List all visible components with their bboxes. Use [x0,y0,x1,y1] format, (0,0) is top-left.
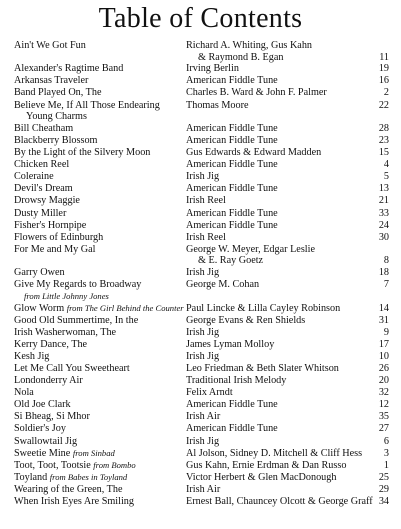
toc-entry [14,436,389,448]
entry-author: James Lyman Molloy [186,338,275,350]
toc-entry [14,100,389,123]
entry-page-number: 9 [383,326,389,338]
entry-title-line [14,195,186,207]
entry-author-cell [186,339,364,351]
toc-entry [14,87,389,99]
entry-title-cell [14,351,186,363]
entry-title: Wearing of the Green, The [14,483,123,495]
entry-title-line [14,220,186,232]
entry-title-line [14,244,186,256]
entry-title-line [14,208,186,220]
entry-author: American Fiddle Tune [186,159,278,171]
entry-page-number: 23 [378,134,389,146]
entry-author: American Fiddle Tune [186,183,278,195]
entry-title-line [14,159,186,171]
entry-title: Alexander's Ragtime Band [14,63,124,75]
entry-title-cell [14,387,186,399]
entry-note: from The Girl Behind the Counter [66,302,184,313]
entry-title-line [14,183,186,195]
entry-title: Arkansas Traveler [14,75,89,87]
entry-page-number: 31 [378,314,389,326]
entry-title-cell [14,423,186,435]
entry-page-number: 14 [378,302,389,314]
entry-title-cell [14,75,186,87]
entry-title-cell [14,436,186,448]
entry-title-line [14,399,186,411]
toc-entry [14,484,389,496]
entry-author-cell [186,159,364,171]
entry-author-cell [186,411,364,423]
toc-entry [14,267,389,279]
entry-title-line [14,315,186,327]
entry-title-line [14,351,186,363]
entry-title-line [14,448,186,460]
entry-author-cell [186,472,364,484]
entry-note: from Babes in Toyland [49,471,128,482]
entry-author: Leo Friedman & Beth Slater Whitson [186,362,339,374]
entry-author-cell [186,40,364,63]
entry-page-number: 32 [378,387,389,399]
entry-page-number: 28 [378,122,389,134]
entry-page-number: 18 [378,267,389,279]
entry-title-cell [14,496,186,508]
entry-title-line [14,387,186,399]
entry-author-cell [186,100,364,112]
entry-page-number: 33 [378,207,389,219]
entry-author-cell [186,315,364,327]
entry-note: from Bombo [93,459,136,470]
entry-title-cell [14,411,186,423]
entry-title: By the Light of the Silvery Moon [14,147,151,159]
entry-title-line [14,100,186,112]
entry-title: Old Joe Clark [14,399,71,411]
toc-entry [14,411,389,423]
entry-author: American Fiddle Tune [186,219,278,231]
entry-title: Bill Cheatham [14,122,74,134]
entry-page-number: 5 [383,171,389,183]
entry-title: Believe Me, If All Those Endearing [14,99,160,111]
entry-title: Swallowtail Jig [14,435,78,447]
toc-entry [14,496,389,508]
entry-author: Irish Air [186,411,221,423]
entry-author: Irish Jig [186,326,220,338]
entry-author-continuation: & E. Ray Goetz [198,255,264,267]
entry-title-line [14,279,186,291]
toc-entry [14,303,389,315]
entry-title-line [14,232,186,244]
entry-title-line [14,147,186,159]
entry-author-cell [186,363,364,375]
entry-page-number: 26 [378,362,389,374]
entry-author: Charles B. Ward & John F. Palmer [186,87,327,99]
entry-title-cell [14,232,186,244]
entry-author-cell [186,303,364,315]
entry-page-number: 12 [378,399,389,411]
entry-page-number: 27 [378,423,389,435]
entry-page-number: 22 [378,99,389,111]
entry-title-cell [14,147,186,159]
entry-author-cell [186,423,364,435]
entry-title: Soldier's Joy [14,423,66,435]
entry-author-cell [186,399,364,411]
entry-author-cell [186,195,364,207]
entry-title-line [14,123,186,135]
entry-title-cell [14,159,186,171]
entry-page-number: 6 [383,435,389,447]
entry-title-cell [14,123,186,135]
entry-title-cell [14,171,186,183]
toc-entry [14,244,389,267]
entry-author: Irving Berlin [186,63,239,75]
entry-title-cell [14,208,186,220]
entry-title-cell [14,472,186,484]
entry-title-cell [14,375,186,387]
toc-entry [14,159,389,171]
entry-author: Gus Kahn, Ernie Erdman & Dan Russo [186,459,347,471]
entry-page-number: 34 [378,496,389,507]
entry-author-cell [186,496,373,508]
entry-page-number: 13 [378,183,389,195]
entry-title-line [14,460,186,472]
entry-page-number: 4 [383,159,389,171]
entry-title-line [14,267,186,279]
entry-page-number: 3 [383,447,389,459]
entry-author: American Fiddle Tune [186,423,278,435]
entry-author-cell [186,448,364,460]
entry-author: Irish Air [186,483,221,495]
entry-page-number: 16 [378,75,389,87]
entry-page-number: 15 [378,147,389,159]
entry-title-cell [14,327,186,339]
entry-title: Nola [14,387,34,399]
entry-title-line [14,135,186,147]
entry-author: Richard A. Whiting, Gus Kahn [186,40,313,51]
entry-title: Fisher's Hornpipe [14,219,87,231]
entry-title-cell [14,195,186,207]
entry-title-cell [14,279,186,302]
entry-author: Al Jolson, Sidney D. Mitchell & Cliff Hess [186,447,363,459]
entry-title: Kerry Dance, The [14,338,88,350]
entry-author-cell [186,436,364,448]
toc-entry [14,327,389,339]
toc-entry [14,351,389,363]
entry-title: Garry Owen [14,267,65,279]
entry-author-cell [186,460,364,472]
entry-title-line [14,411,186,423]
entry-title-cell [14,63,186,75]
entry-title-cell [14,135,186,147]
entry-title: Let Me Call You Sweetheart [14,362,130,374]
entry-title-cell [14,40,186,52]
entry-title: Give My Regards to Broadway [14,279,142,291]
entry-title-line [14,375,186,387]
entry-title-line [14,423,186,435]
entry-author-cell [186,279,364,291]
entry-author: Victor Herbert & Glen MacDonough [186,471,337,483]
entry-title-line [14,303,186,315]
entry-title-cell [14,100,186,123]
entry-page-number: 29 [378,483,389,495]
entry-author-cell [186,183,364,195]
entry-title: Good Old Summertime, In the [14,314,139,326]
entry-author-cell [186,123,364,135]
entry-page-number: 21 [378,195,389,207]
entry-title-cell [14,303,186,315]
entry-title-line [14,171,186,183]
entry-title-cell [14,448,186,460]
toc-entry [14,208,389,220]
entry-title: Sweetie Mine [14,447,71,459]
entry-title-cell [14,363,186,375]
entry-author: George W. Meyer, Edgar Leslie [186,243,315,255]
entry-note: from Sinbad [72,447,115,458]
entry-author: Irish Reel [186,231,226,243]
entry-note: from Little Johnny Jones [24,290,109,301]
toc-list [14,40,389,508]
entry-title: Kesh Jig [14,350,50,362]
entry-author: American Fiddle Tune [186,122,278,134]
entry-title-cell [14,220,186,232]
entry-author: Traditional Irish Melody [186,375,287,387]
entry-author: American Fiddle Tune [186,207,278,219]
entry-title-cell [14,87,186,99]
toc-entry [14,183,389,195]
entry-title: Toyland [14,471,48,483]
entry-author: American Fiddle Tune [186,75,278,87]
entry-author-cell [186,147,364,159]
toc-entry [14,472,389,484]
toc-entry [14,220,389,232]
toc-entry [14,171,389,183]
entry-title-line [14,87,186,99]
entry-title-cell [14,183,186,195]
toc-entry [14,399,389,411]
entry-title: For Me and My Gal [14,243,96,255]
entry-author-cell [186,267,364,279]
entry-author: American Fiddle Tune [186,399,278,411]
entry-page-number: 30 [378,231,389,243]
entry-author-cell [186,220,364,232]
entry-title: Coleraine [14,171,54,183]
entry-author: Gus Edwards & Edward Madden [186,147,322,159]
toc-entry [14,448,389,460]
entry-page-number: 25 [378,471,389,483]
toc-entry [14,460,389,472]
entry-title-cell [14,399,186,411]
toc-entry [14,40,389,63]
entry-author: George M. Cohan [186,279,260,291]
entry-page-number: 17 [378,338,389,350]
entry-author: Irish Jig [186,171,220,183]
entry-page-number: 24 [378,219,389,231]
entry-title-line [14,63,186,75]
entry-title: Dusty Miller [14,207,67,219]
entry-title-cell [14,460,186,472]
entry-title: When Irish Eyes Are Smiling [14,496,134,507]
toc-entry [14,63,389,75]
entry-page-number: 10 [378,350,389,362]
entry-title: Drowsy Maggie [14,195,80,207]
entry-title-cell [14,244,186,256]
entry-author: Paul Lincke & Lilla Cayley Robinson [186,302,341,314]
entry-title-line [14,327,186,339]
toc-entry [14,123,389,135]
toc-entry [14,423,389,435]
entry-page-number: 11 [379,51,389,63]
entry-author-cell [186,171,364,183]
entry-title: Flowers of Edinburgh [14,231,104,243]
entry-title-line [14,339,186,351]
entry-author-cell [186,87,364,99]
entry-page-number: 19 [378,63,389,75]
entry-author-cell [186,75,364,87]
entry-author: Irish Jig [186,435,220,447]
entry-title: Si Bheag, Si Mhor [14,411,90,423]
toc-entry [14,195,389,207]
toc-entry [14,375,389,387]
entry-page-number: 1 [383,459,389,471]
entry-author-cell [186,244,364,267]
entry-title-line [14,484,186,496]
entry-author-cell [186,387,364,399]
entry-author-cell [186,327,364,339]
entry-title-cell [14,339,186,351]
entry-author-cell [186,135,364,147]
toc-entry [14,147,389,159]
page-title: Table of Contents [98,3,303,34]
entry-author-cell [186,63,364,75]
entry-author: Irish Jig [186,350,220,362]
entry-title-line [14,363,186,375]
entry-author-cell [186,208,364,220]
entry-page-number: 20 [378,375,389,387]
entry-title-cell [14,267,186,279]
entry-author-cell [186,232,364,244]
entry-title-line [14,496,186,508]
entry-title: Band Played On, The [14,87,102,99]
toc-entry [14,135,389,147]
entry-title: Londonderry Air [14,375,83,387]
entry-author-cell [186,484,364,496]
entry-author: American Fiddle Tune [186,134,278,146]
entry-title-line [14,40,186,52]
entry-author: Ernest Ball, Chauncey Olcott & George Graff [186,496,373,507]
toc-entry [14,363,389,375]
entry-title-line [14,472,186,484]
entry-title: Irish Washerwoman, The [14,326,117,338]
entry-title-line [14,436,186,448]
entry-title: Toot, Toot, Tootsie [14,459,91,471]
entry-author-continuation: & Raymond B. Egan [198,51,284,63]
toc-entry [14,75,389,87]
entry-title-continuation: Young Charms [26,111,87,123]
entry-page-number: 8 [383,255,389,267]
entry-author-cell [186,375,364,387]
entry-title: Blackberry Blossom [14,134,98,146]
entry-author: Irish Jig [186,267,220,279]
toc-entry [14,387,389,399]
entry-title: Ain't We Got Fun [14,40,86,51]
entry-title-line [14,75,186,87]
entry-title: Chicken Reel [14,159,70,171]
entry-author: George Evans & Ren Shields [186,314,306,326]
entry-title: Devil's Dream [14,183,73,195]
toc-entry [14,339,389,351]
entry-page-number: 35 [378,411,389,423]
entry-author-cell [186,351,364,363]
entry-author: Thomas Moore [186,99,249,111]
entry-title: Glow Worm [14,302,65,314]
toc-entry [14,232,389,244]
entry-title-cell [14,484,186,496]
toc-entry [14,315,389,327]
entry-title-cell [14,315,186,327]
toc-entry [14,279,389,302]
entry-author: Felix Arndt [186,387,233,399]
entry-page-number: 7 [383,279,389,291]
entry-page-number: 2 [383,87,389,99]
entry-author: Irish Reel [186,195,226,207]
